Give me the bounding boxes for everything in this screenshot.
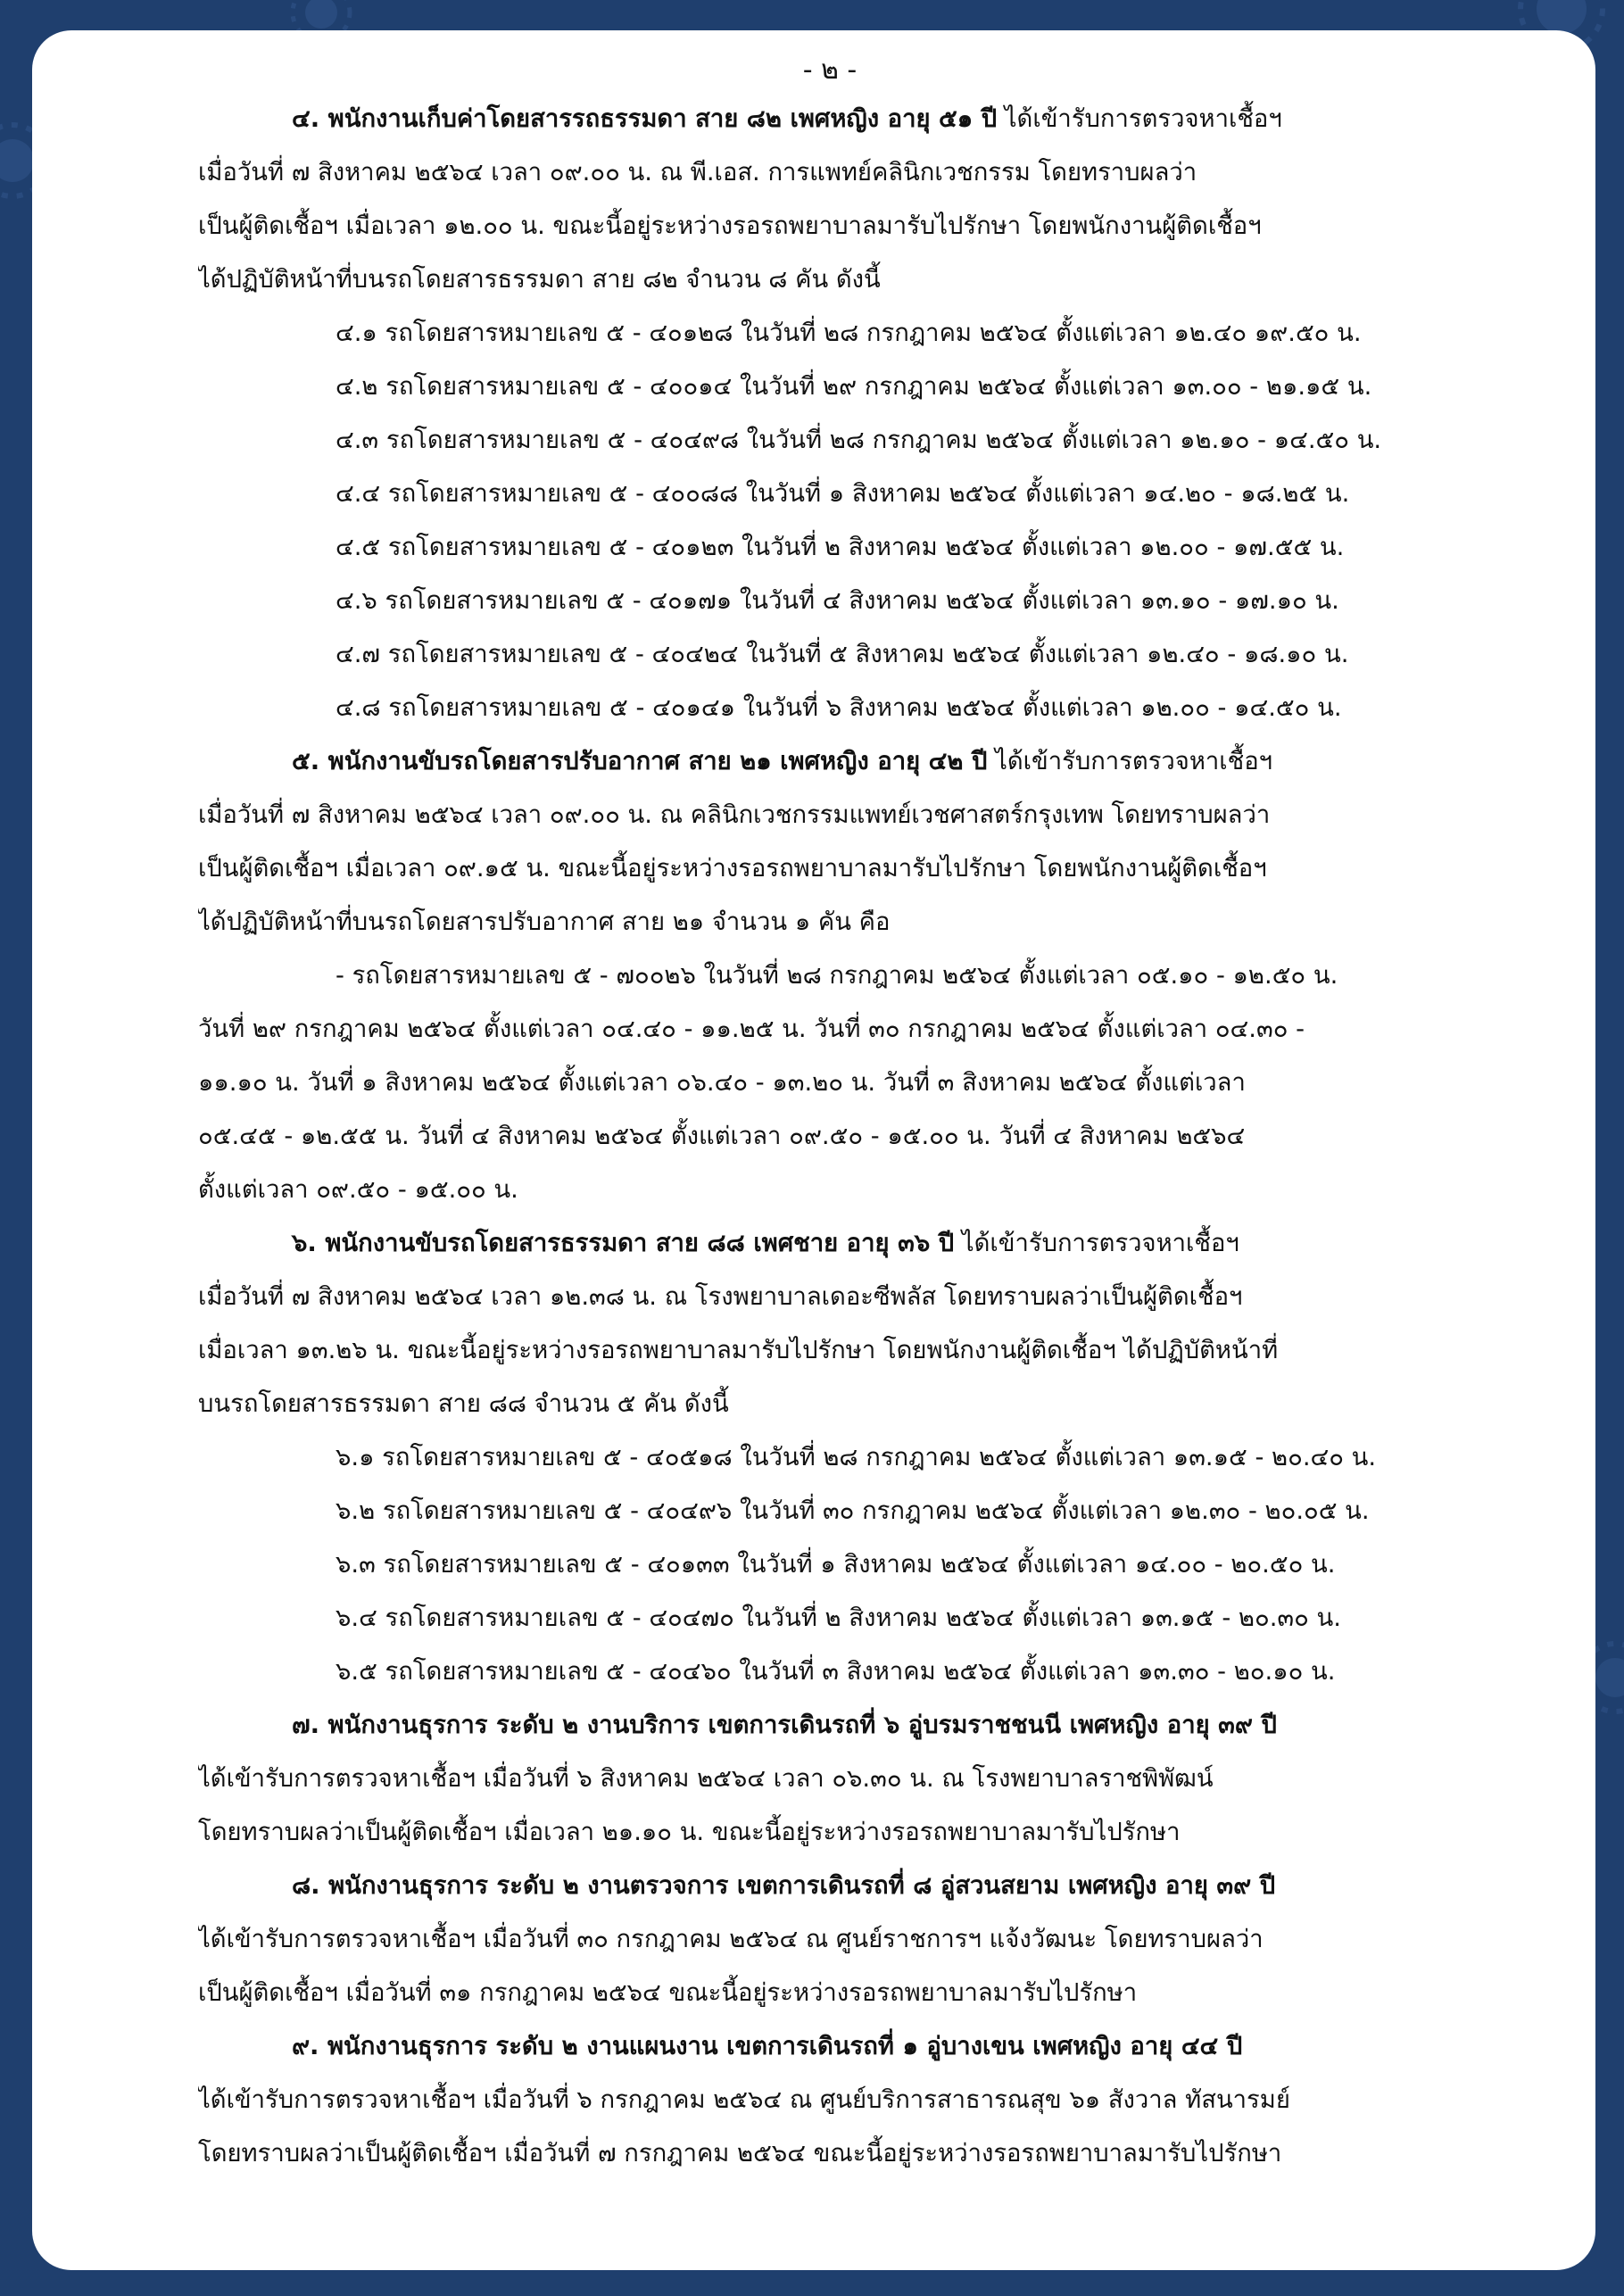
- line-text: ๖.๕ รถโดยสารหมายเลข ๕ - ๔๐๔๖๐ ในวันที่ ๓ สิงหาคม ๒๕๖๔ ตั้งแต่เวลา ๑๓.๓๐ - ๒๐.๑๐ น.: [336, 1658, 1336, 1686]
- line-text: ๖.๓ รถโดยสารหมายเลข ๕ - ๔๐๑๓๓ ในวันที่ ๑ สิงหาคม ๒๕๖๔ ตั้งแต่เวลา ๑๔.๐๐ - ๒๐.๕๐ น.: [336, 1551, 1336, 1579]
- line-text: ได้เข้ารับการตรวจหาเชื้อฯ: [987, 748, 1273, 775]
- text-line: [198, 1592, 1462, 1645]
- line-text: ๑๑.๑๐ น. วันที่ ๑ สิงหาคม ๒๕๖๔ ตั้งแต่เวลา ๐๖.๔๐ - ๑๓.๒๐ น. วันที่ ๓ สิงหาคม ๒๕๖๔ ตั้งแต่เวลา: [198, 1069, 1246, 1097]
- item-heading: ๗. พนักงานธุรการ ระดับ ๒ งานบริการ เขตการเดินรถที่ ๖ อู่บรมราชชนนี เพศหญิง อายุ ๓๙ ปี: [292, 1712, 1277, 1739]
- line-text: ๔.๒ รถโดยสารหมายเลข ๕ - ๔๐๐๑๔ ในวันที่ ๒๙ กรกฎาคม ๒๕๖๔ ตั้งแต่เวลา ๑๓.๐๐ - ๒๑.๑๕ น.: [336, 373, 1372, 401]
- line-text: ๔.๓ รถโดยสารหมายเลข ๕ - ๔๐๔๙๘ ในวันที่ ๒๘ กรกฎาคม ๒๕๖๔ ตั้งแต่เวลา ๑๒.๑๐ - ๑๔.๕๐ น.: [336, 427, 1382, 454]
- text-line: [198, 1538, 1462, 1592]
- line-text: ได้เข้ารับการตรวจหาเชื้อฯ เมื่อวันที่ ๖ สิงหาคม ๒๕๖๔ เวลา ๐๖.๓๐ น. ณ โรงพยาบาลราชพิพัฒน์: [198, 1765, 1214, 1793]
- body-text: [198, 93, 1462, 2181]
- line-text: ๔.๖ รถโดยสารหมายเลข ๕ - ๔๐๑๗๑ ในวันที่ ๔ สิงหาคม ๒๕๖๔ ตั้งแต่เวลา ๑๓.๑๐ - ๑๗.๑๐ น.: [336, 587, 1339, 615]
- line-text: เมื่อเวลา ๑๓.๒๖ น. ขณะนี้อยู่ระหว่างรอรถพยาบาลมารับไปรักษา โดยพนักงานผู้ติดเชื้อฯ ได้ปฏิบัติหน้าที่: [198, 1337, 1279, 1364]
- item-heading-line: [198, 2020, 1462, 2074]
- line-text: โดยทราบผลว่าเป็นผู้ติดเชื้อฯ เมื่อเวลา ๒๑.๑๐ น. ขณะนี้อยู่ระหว่างรอรถพยาบาลมารับไปรักษา: [198, 1819, 1181, 1846]
- item-heading: ๔. พนักงานเก็บค่าโดยสารรถธรรมดา สาย ๘๒ เพศหญิง อายุ ๕๑ ปี: [292, 105, 998, 133]
- line-text: บนรถโดยสารธรรมดา สาย ๘๘ จำนวน ๕ คัน ดังนี้: [198, 1390, 729, 1418]
- text-line: [198, 896, 1462, 949]
- text-line: [198, 1806, 1462, 1860]
- line-text: ได้เข้ารับการตรวจหาเชื้อฯ: [997, 105, 1282, 133]
- line-text: โดยทราบผลว่าเป็นผู้ติดเชื้อฯ เมื่อวันที่ ๗ กรกฎาคม ๒๕๖๔ ขณะนี้อยู่ระหว่างรอรถพยาบาลมารับไปรักษา: [198, 2140, 1282, 2168]
- item-heading: ๘. พนักงานธุรการ ระดับ ๒ งานตรวจการ เขตการเดินรถที่ ๘ อู่สวนสยาม เพศหญิง อายุ ๓๙ ปี: [292, 1872, 1276, 1900]
- text-line: [198, 361, 1462, 414]
- line-text: ๔.๑ รถโดยสารหมายเลข ๕ - ๔๐๑๒๘ ในวันที่ ๒๘ กรกฎาคม ๒๕๖๔ ตั้งแต่เวลา ๑๒.๔๐ ๑๙.๕๐ น.: [336, 319, 1362, 347]
- item-heading: ๙. พนักงานธุรการ ระดับ ๒ งานแผนงาน เขตการเดินรถที่ ๑ อู่บางเขน เพศหญิง อายุ ๔๔ ปี: [292, 2033, 1243, 2060]
- text-line: [198, 1967, 1462, 2020]
- document-page: [32, 30, 1595, 2270]
- text-line: [198, 1057, 1462, 1110]
- item-heading-line: [198, 1217, 1462, 1271]
- line-text: ๖.๔ รถโดยสารหมายเลข ๕ - ๔๐๔๗๐ ในวันที่ ๒ สิงหาคม ๒๕๖๔ ตั้งแต่เวลา ๑๓.๑๕ - ๒๐.๓๐ น.: [336, 1604, 1341, 1632]
- item-heading-line: [198, 735, 1462, 789]
- item-heading-line: [198, 1860, 1462, 1913]
- item-heading-line: [198, 93, 1462, 146]
- line-text: ได้เข้ารับการตรวจหาเชื้อฯ: [954, 1230, 1239, 1257]
- line-text: ได้ปฏิบัติหน้าที่บนรถโดยสารปรับอากาศ สาย ๒๑ จำนวน ๑ คัน คือ: [198, 908, 891, 936]
- line-text: เมื่อวันที่ ๗ สิงหาคม ๒๕๖๔ เวลา ๐๙.๐๐ น. ณ คลินิกเวชกรรมแพทย์เวชศาสตร์กรุงเทพ โดยทราบผลว่า: [198, 801, 1271, 829]
- line-text: เมื่อวันที่ ๗ สิงหาคม ๒๕๖๔ เวลา ๑๒.๓๘ น. ณ โรงพยาบาลเดอะซีพลัส โดยทราบผลว่าเป็นผู้ติดเชื้อฯ: [198, 1283, 1243, 1311]
- text-line: [198, 949, 1462, 1003]
- line-text: ได้ปฏิบัติหน้าที่บนรถโดยสารธรรมดา สาย ๘๒ จำนวน ๘ คัน ดังนี้: [198, 266, 881, 294]
- text-line: [198, 1271, 1462, 1324]
- text-line: [198, 2074, 1462, 2127]
- page-content: [198, 48, 1462, 2181]
- line-text: เป็นผู้ติดเชื้อฯ เมื่อเวลา ๐๙.๑๕ น. ขณะนี้อยู่ระหว่างรอรถพยาบาลมารับไปรักษา โดยพนักงานผู้ติดเชื้อฯ: [198, 855, 1267, 883]
- item-heading-line: [198, 1699, 1462, 1753]
- line-text: ได้เข้ารับการตรวจหาเชื้อฯ เมื่อวันที่ ๓๐ กรกฎาคม ๒๕๖๔ ณ ศูนย์ราชการฯ แจ้งวัฒนะ โดยทราบผลว่า: [198, 1926, 1264, 1953]
- line-text: ๔.๘ รถโดยสารหมายเลข ๕ - ๔๐๑๔๑ ในวันที่ ๖ สิงหาคม ๒๕๖๔ ตั้งแต่เวลา ๑๒.๐๐ - ๑๔.๕๐ น.: [336, 694, 1342, 722]
- line-text: ๔.๔ รถโดยสารหมายเลข ๕ - ๔๐๐๘๘ ในวันที่ ๑ สิงหาคม ๒๕๖๔ ตั้งแต่เวลา ๑๔.๒๐ - ๑๘.๒๕ น.: [336, 480, 1350, 508]
- line-text: ๔.๕ รถโดยสารหมายเลข ๕ - ๔๐๑๒๓ ในวันที่ ๒ สิงหาคม ๒๕๖๔ ตั้งแต่เวลา ๑๒.๐๐ - ๑๗.๕๕ น.: [336, 534, 1345, 561]
- text-line: [198, 575, 1462, 628]
- text-line: [198, 468, 1462, 521]
- text-line: [198, 2127, 1462, 2181]
- text-line: [198, 682, 1462, 735]
- line-text: เมื่อวันที่ ๗ สิงหาคม ๒๕๖๔ เวลา ๐๙.๐๐ น. ณ พี.เอส. การแพทย์คลินิกเวชกรรม โดยทราบผลว่า: [198, 159, 1197, 186]
- line-text: เป็นผู้ติดเชื้อฯ เมื่อวันที่ ๓๑ กรกฎาคม ๒๕๖๔ ขณะนี้อยู่ระหว่างรอรถพยาบาลมารับไปรักษา: [198, 1979, 1138, 2007]
- text-line: [198, 1645, 1462, 1699]
- text-line: [198, 1431, 1462, 1485]
- text-line: [198, 1164, 1462, 1217]
- text-line: [198, 1378, 1462, 1431]
- text-line: [198, 200, 1462, 253]
- line-text: - รถโดยสารหมายเลข ๕ - ๗๐๐๒๖ ในวันที่ ๒๘ กรกฎาคม ๒๕๖๔ ตั้งแต่เวลา ๐๕.๑๐ - ๑๒.๕๐ น.: [336, 962, 1338, 990]
- line-text: ๔.๗ รถโดยสารหมายเลข ๕ - ๔๐๔๒๔ ในวันที่ ๕ สิงหาคม ๒๕๖๔ ตั้งแต่เวลา ๑๒.๔๐ - ๑๘.๑๐ น.: [336, 641, 1349, 668]
- text-line: [198, 307, 1462, 361]
- line-text: วันที่ ๒๙ กรกฎาคม ๒๕๖๔ ตั้งแต่เวลา ๐๔.๔๐ - ๑๑.๒๕ น. วันที่ ๓๐ กรกฎาคม ๒๕๖๔ ตั้งแต่เวลา ๐๔.๓๐ -: [198, 1015, 1305, 1043]
- text-line: [198, 789, 1462, 842]
- text-line: [198, 1913, 1462, 1967]
- text-line: [198, 1003, 1462, 1057]
- line-text: ๖.๒ รถโดยสารหมายเลข ๕ - ๔๐๔๙๖ ในวันที่ ๓๐ กรกฎาคม ๒๕๖๔ ตั้งแต่เวลา ๑๒.๓๐ - ๒๐.๐๕ น.: [336, 1497, 1370, 1525]
- line-text: ๖.๑ รถโดยสารหมายเลข ๕ - ๔๐๕๑๘ ในวันที่ ๒๘ กรกฎาคม ๒๕๖๔ ตั้งแต่เวลา ๑๓.๑๕ - ๒๐.๔๐ น.: [336, 1444, 1377, 1471]
- line-text: ได้เข้ารับการตรวจหาเชื้อฯ เมื่อวันที่ ๖ กรกฎาคม ๒๕๖๔ ณ ศูนย์บริการสาธารณสุข ๖๑ สังวาล ทัสนารมย์: [198, 2086, 1290, 2114]
- text-line: [198, 1110, 1462, 1164]
- line-text: ตั้งแต่เวลา ๐๙.๕๐ - ๑๕.๐๐ น.: [198, 1176, 518, 1204]
- text-line: [198, 146, 1462, 200]
- text-line: [198, 414, 1462, 468]
- text-line: [198, 253, 1462, 307]
- item-heading: ๕. พนักงานขับรถโดยสารปรับอากาศ สาย ๒๑ เพศหญิง อายุ ๔๒ ปี: [292, 748, 988, 775]
- text-line: [198, 1324, 1462, 1378]
- page-number: - ๒ -: [802, 54, 858, 86]
- text-line: [198, 1485, 1462, 1538]
- text-line: [198, 842, 1462, 896]
- item-heading: ๖. พนักงานขับรถโดยสารธรรมดา สาย ๘๘ เพศชาย อายุ ๓๖ ปี: [292, 1230, 955, 1257]
- text-line: [198, 521, 1462, 575]
- text-line: [198, 628, 1462, 682]
- line-text: ๐๕.๔๕ - ๑๒.๕๕ น. วันที่ ๔ สิงหาคม ๒๕๖๔ ตั้งแต่เวลา ๐๙.๕๐ - ๑๕.๐๐ น. วันที่ ๔ สิงหาคม ๒๕๖๔: [198, 1123, 1246, 1150]
- line-text: เป็นผู้ติดเชื้อฯ เมื่อเวลา ๑๒.๐๐ น. ขณะนี้อยู่ระหว่างรอรถพยาบาลมารับไปรักษา โดยพนักงานผู้ติดเชื้อฯ: [198, 212, 1262, 240]
- text-line: [198, 1753, 1462, 1806]
